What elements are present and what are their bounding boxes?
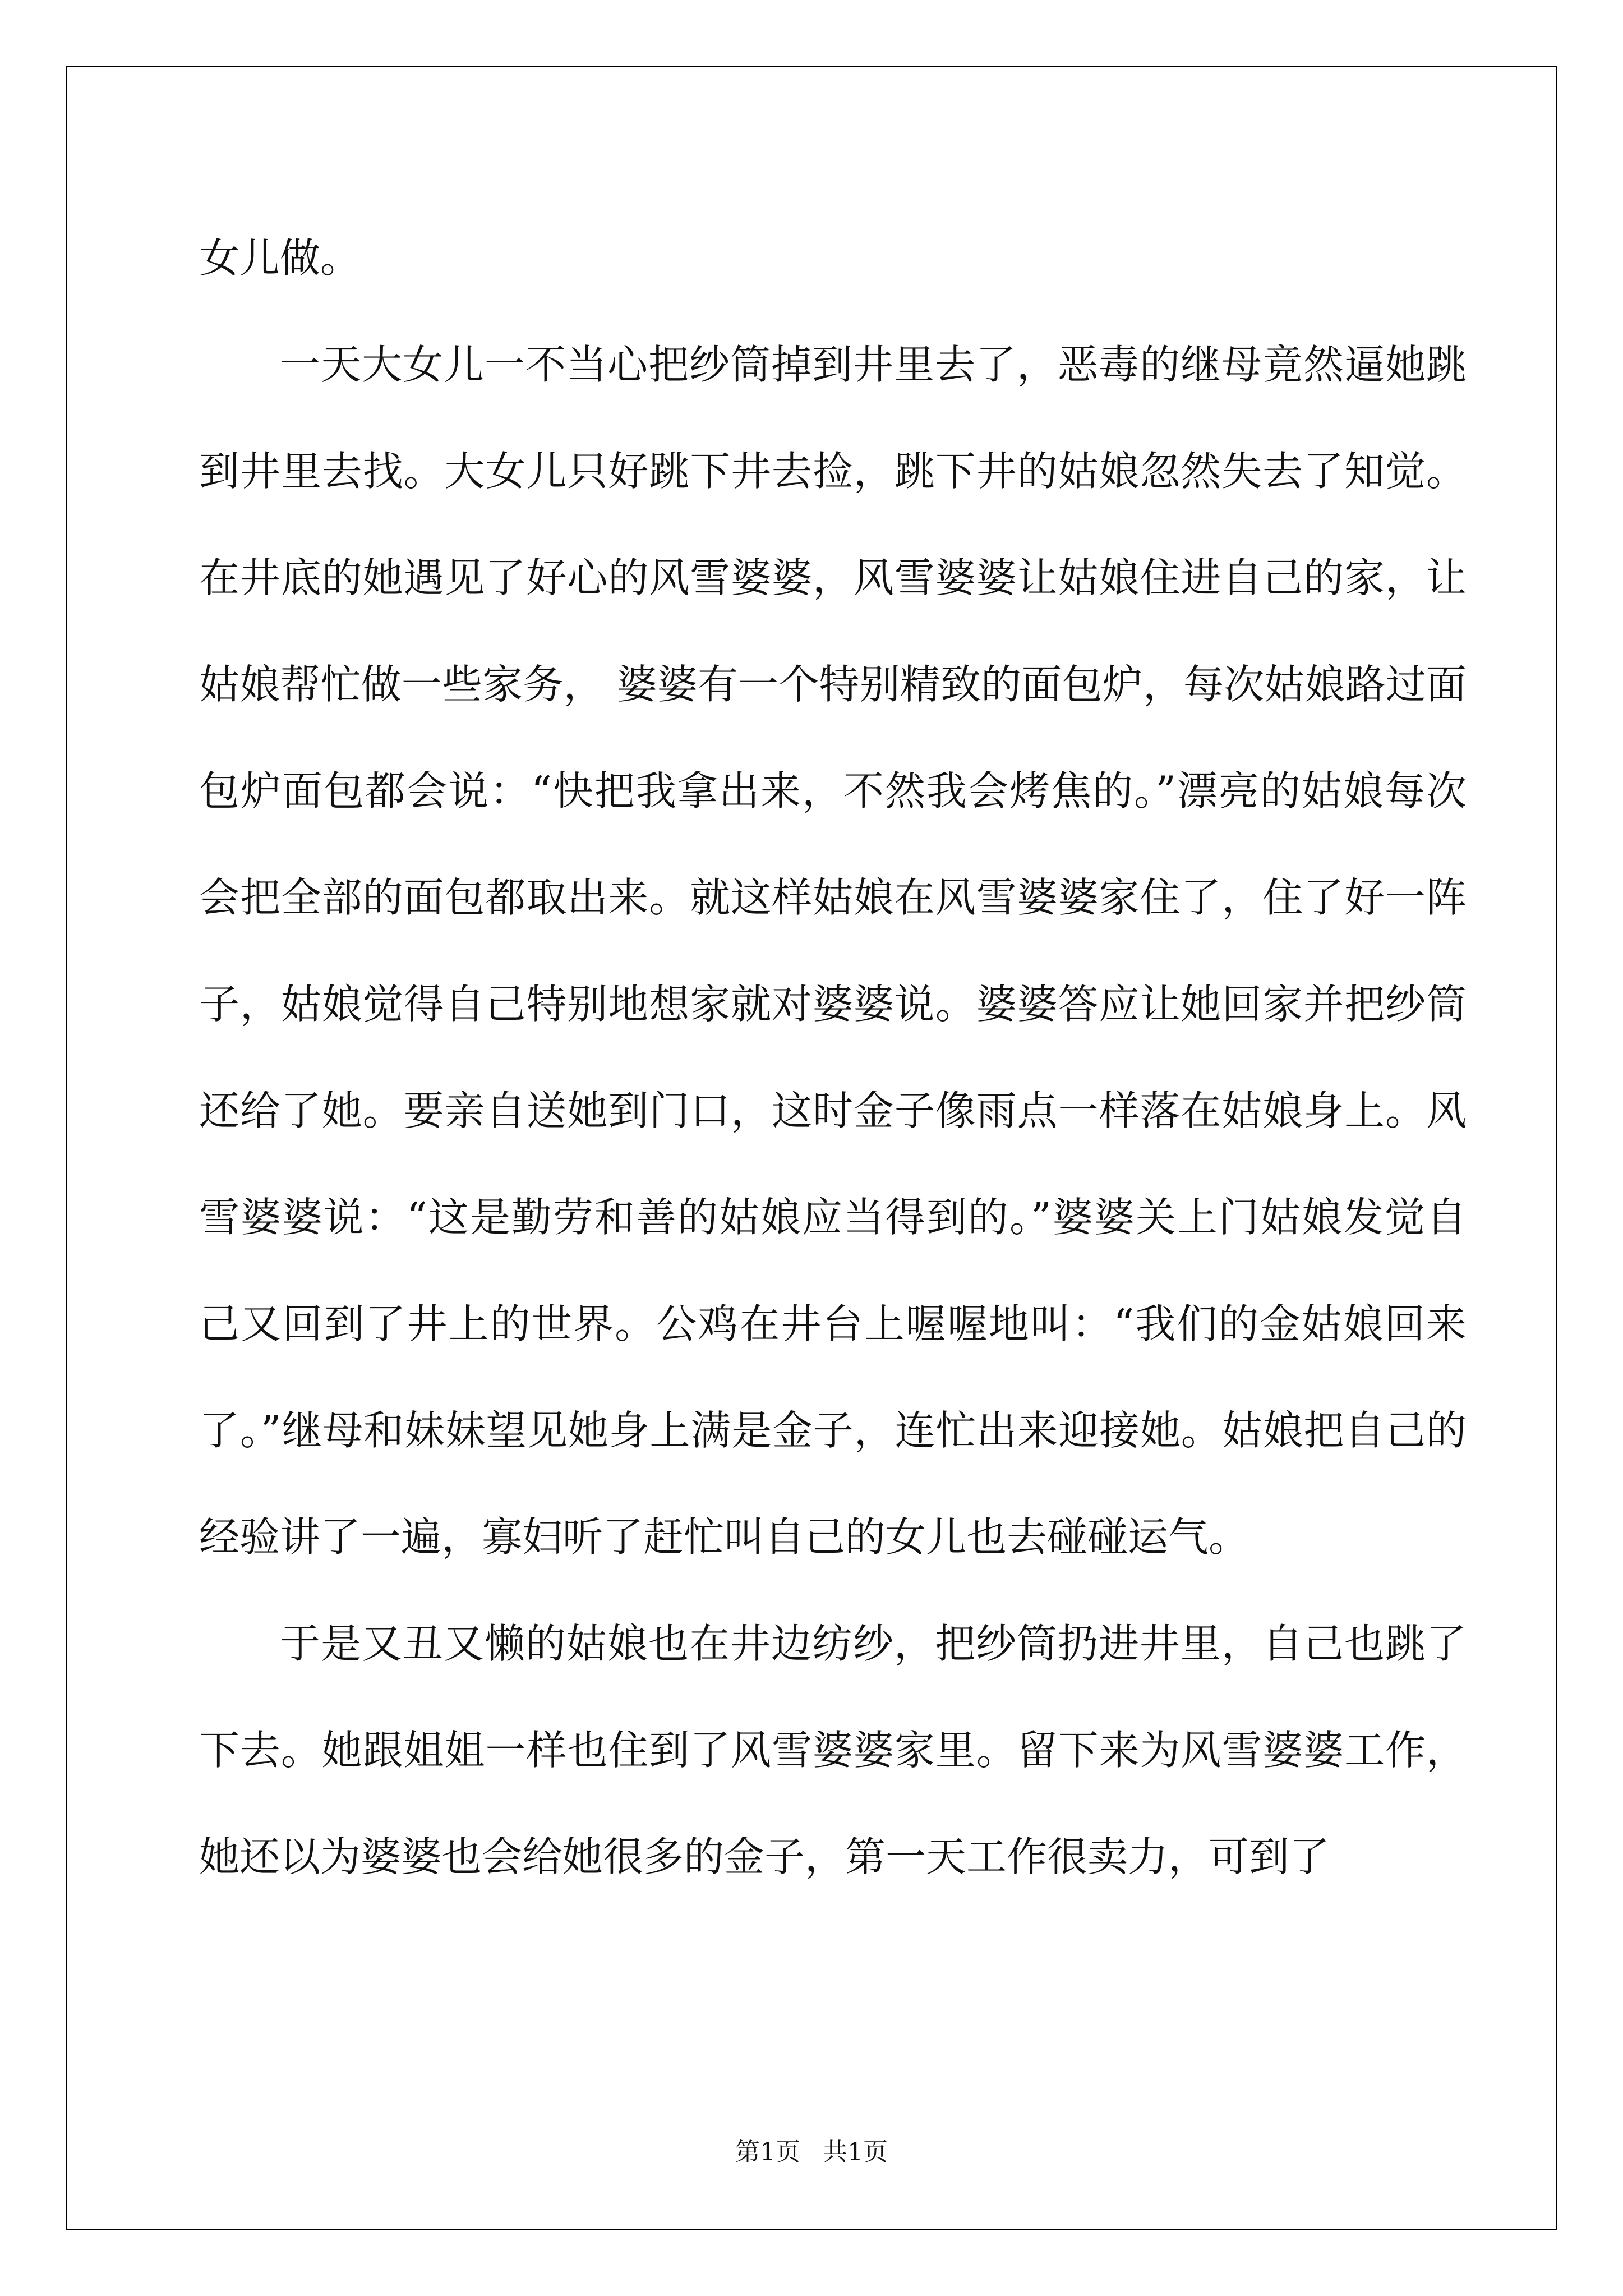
paragraph-2: 一天大女儿一不当心把纱筒掉到井里去了，恶毒的继母竟然逼她跳到井里去找。大女儿只好跳下井去捡，跳下井的姑娘忽然失去了知觉。在井底的她遇见了好心的风雪婆婆，风雪婆婆让姑娘住进自己的家，让姑娘帮忙做一些家务， 婆婆有一个特别精致的面包炉，每次姑娘路过面包炉面包都会说：“快把我拿出来，不然我会烤焦的。”漂亮的姑娘每次会把全部的面包都取出来。就这样姑娘在风雪婆婆家住了，住了好一阵子，姑娘觉得自己特别地想家就对婆婆说。婆婆答应让她回家并把纱筒还给了她。要亲自送她到门口，这时金子像雨点一样落在姑娘身上。风雪婆婆说：“这是勤劳和善的姑娘应当得到的。”婆婆关上门姑娘发觉自己又回到了井上的世界。公鸡在井台上喔喔地叫：“我们的金姑娘回来了。”继母和妹妹望见她身上满是金子，连忙出来迎接她。姑娘把自己的经验讲了一遍，寡妇听了赶忙叫自己的女儿也去碰碰运气。 bbox=[199, 341, 1467, 1561]
page-footer bbox=[0, 2132, 1623, 2168]
page-number: 第1页 bbox=[735, 2138, 800, 2166]
paragraph-1: 女儿做。 bbox=[199, 234, 361, 282]
document-body bbox=[199, 205, 1467, 1910]
page-total: 共1页 bbox=[823, 2138, 888, 2166]
paragraph-3: 于是又丑又懒的姑娘也在井边纺纱，把纱筒扔进井里，自己也跳了下去。她跟姐姐一样也住到了风雪婆婆家里。留下来为风雪婆婆工作，她还以为婆婆也会给她很多的金子，第一天工作很卖力，可到了 bbox=[199, 1620, 1467, 1880]
